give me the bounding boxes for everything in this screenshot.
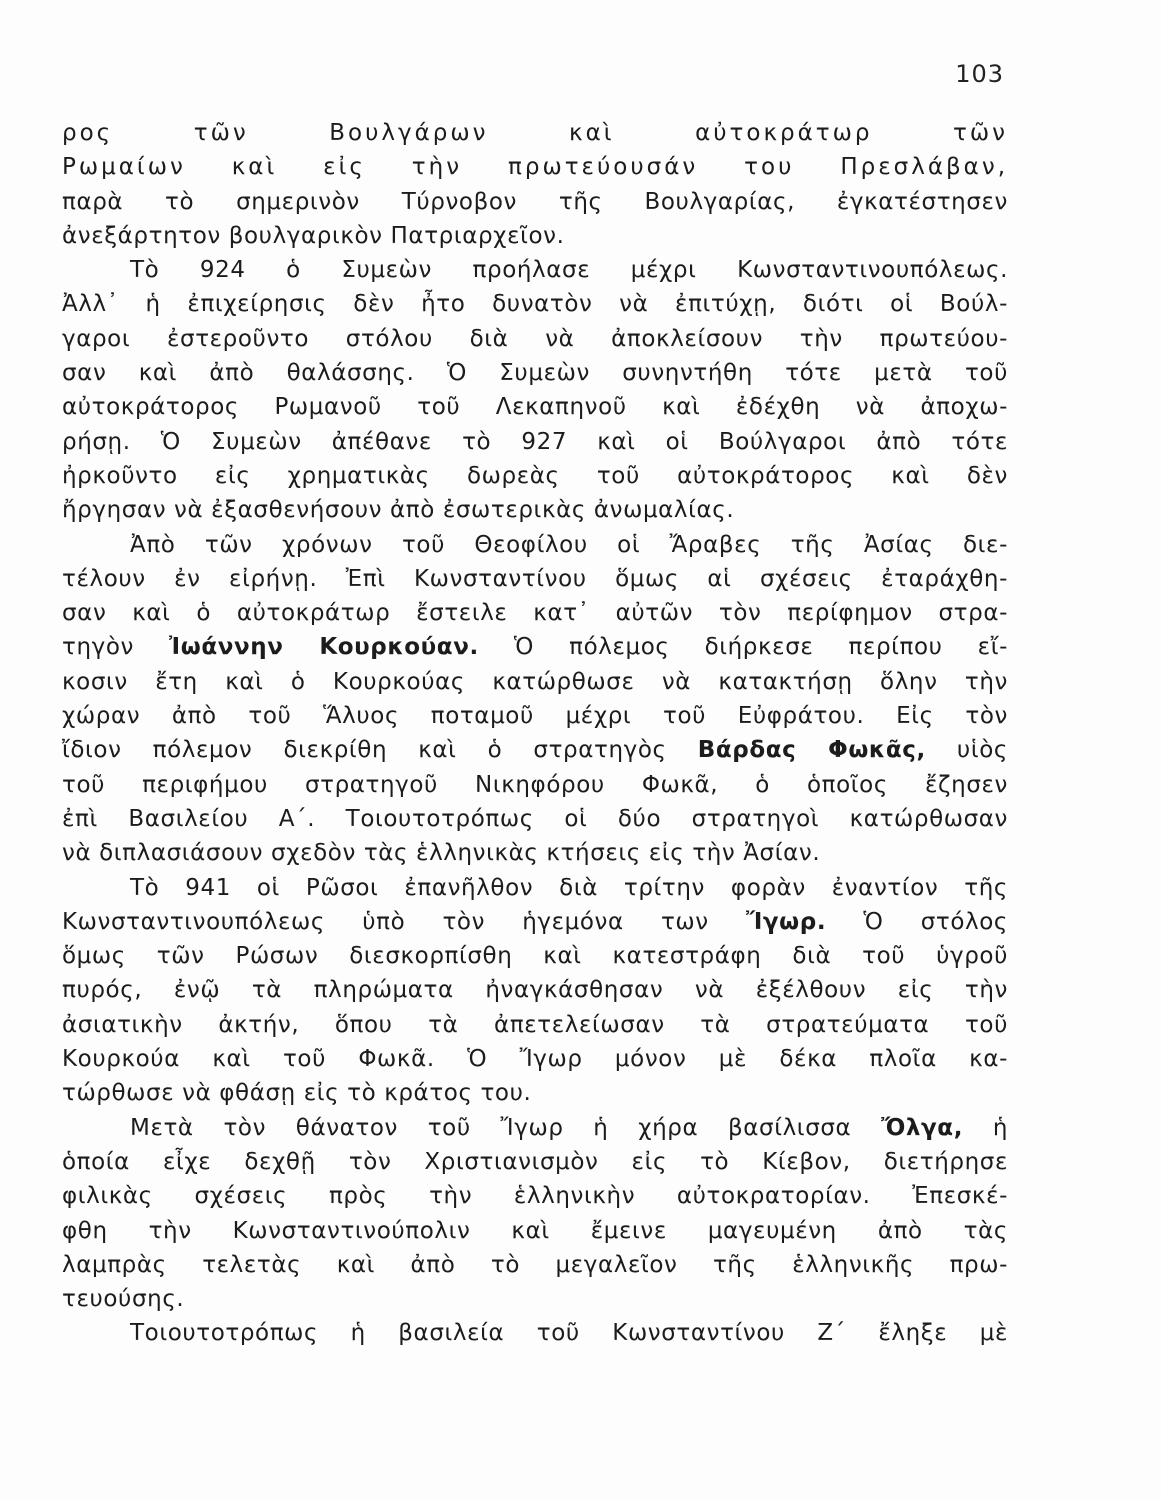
text-line: Τὸ 941 οἱ Ρῶσοι ἐπανῆλθον διὰ τρίτην φορὰν ἐναντίον τῆς xyxy=(130,874,1008,901)
text-line: Τὸ 924 ὁ Συμεὼν προήλασε μέχρι Κωνσταντινουπόλεως. xyxy=(130,257,1008,284)
text-line: ἀσιατικὴν ἀκτήν, ὅπου τὰ ἀπετελείωσαν τὰ στρατεύματα τοῦ xyxy=(62,1011,1008,1038)
text-line: ρήσῃ. Ὁ Συμεὼν ἀπέθανε τὸ 927 καὶ οἱ Βούλγαροι ἀπὸ τότε xyxy=(62,428,1008,455)
text-line: ὅμως τῶν Ρώσων διεσκορπίσθη καὶ κατεστράφη διὰ τοῦ ὑγροῦ xyxy=(62,943,1008,970)
bold-name: Βάρδας Φωκᾶς, xyxy=(697,737,926,764)
text-line: Ρωμαίων καὶ εἰς τὴν πρωτεύουσάν του Πρεσλάβαν, xyxy=(62,154,1008,181)
text-line: Ἀπὸ τῶν χρόνων τοῦ Θεοφίλου οἱ Ἄραβες τῆς Ἀσίας διε- xyxy=(130,531,1008,558)
text-line: παρὰ τὸ σημερινὸν Τύρνοβον τῆς Βουλγαρίας, ἐγκατέστησεν xyxy=(62,188,1008,215)
bold-name: Ἴγωρ. xyxy=(745,908,827,935)
text-line: νὰ διπλασιάσουν σχεδὸν τὰς ἑλληνικὰς κτήσεις εἰς τὴν Ἀσίαν. xyxy=(62,840,821,867)
text-line: λαμπρὰς τελετὰς καὶ ἀπὸ τὸ μεγαλεῖον τῆς ἑλληνικῆς πρω- xyxy=(62,1251,1008,1278)
text-line: τέλουν ἐν εἰρήνῃ. Ἐπὶ Κωνσταντίνου ὅμως αἱ σχέσεις ἐταράχθη- xyxy=(62,565,1008,592)
text-line: σαν καὶ ὁ αὐτοκράτωρ ἔστειλε κατ᾿ αὐτῶν τὸν περίφημον στρα- xyxy=(62,600,1008,627)
bold-name: Ὄλγα, xyxy=(881,1114,964,1141)
text-line: ἤργησαν νὰ ἐξασθενήσουν ἀπὸ ἐσωτερικὰς ἀνωμαλίας. xyxy=(62,497,735,524)
text-line: Ἀλλ᾿ ἡ ἐπιχείρησις δὲν ἦτο δυνατὸν νὰ ἐπιτύχῃ, διότι οἱ Βούλ- xyxy=(62,291,1008,318)
text-line: ἠρκοῦντο εἰς χρηματικὰς δωρεὰς τοῦ αὐτοκράτορος καὶ δὲν xyxy=(62,462,1008,489)
text-line: γαροι ἐστεροῦντο στόλου διὰ νὰ ἀποκλείσουν τὴν πρωτεύου- xyxy=(62,325,1008,352)
text-line: πυρός, ἐνῷ τὰ πληρώματα ἠναγκάσθησαν νὰ ἐξέλθουν εἰς τὴν xyxy=(62,977,1008,1004)
bold-name: Ἰωάννην Κουρκούαν. xyxy=(169,634,479,661)
text-line: Τοιουτοτρόπως ἡ βασιλεία τοῦ Κωνσταντίνου Ζ΄ ἔληξε μὲ xyxy=(130,1320,1008,1347)
text-line: Κωνσταντινουπόλεως ὑπὸ τὸν ἡγεμόνα των Ἴγωρ. Ὁ στόλος xyxy=(62,908,1008,935)
text-line: ἴδιον πόλεμον διεκρίθη καὶ ὁ στρατηγὸς Βάρδας Φωκᾶς, υἱὸς xyxy=(62,737,1008,764)
text-line: Κουρκούα καὶ τοῦ Φωκᾶ. Ὁ Ἴγωρ μόνον μὲ δέκα πλοῖα κα- xyxy=(62,1046,1008,1073)
text-line: τηγὸν Ἰωάννην Κουρκούαν. Ὁ πόλεμος διήρκεσε περίπου εἴ- xyxy=(62,634,1008,661)
text-line: τώρθωσε νὰ φθάσῃ εἰς τὸ κράτος του. xyxy=(62,1080,532,1107)
body-text xyxy=(62,116,1008,1351)
text-line: φιλικὰς σχέσεις πρὸς τὴν ἑλληνικὴν αὐτοκρατορίαν. Ἐπεσκέ- xyxy=(62,1183,1008,1210)
text-line: σαν καὶ ἀπὸ θαλάσσης. Ὁ Συμεὼν συνηντήθη τότε μετὰ τοῦ xyxy=(62,360,1008,387)
text-line: ἀνεξάρτητον βουλγαρικὸν Πατριαρχεῖον. xyxy=(62,222,565,249)
text-line: Μετὰ τὸν θάνατον τοῦ Ἴγωρ ἡ χήρα βασίλισσα Ὄλγα, ἡ xyxy=(130,1114,1008,1141)
text-line: τευούσης. xyxy=(62,1286,185,1313)
text-line: ρος τῶν Βουλγάρων καὶ αὐτοκράτωρ τῶν xyxy=(62,120,1008,146)
text-line: ὁποία εἶχε δεχθῇ τὸν Χριστιανισμὸν εἰς τὸ Κίεβον, διετήρησε xyxy=(62,1148,1008,1175)
text-line: αὐτοκράτορος Ρωμανοῦ τοῦ Λεκαπηνοῦ καὶ ἐδέχθη νὰ ἀποχω- xyxy=(62,394,1008,421)
page-number: 103 xyxy=(955,60,1004,88)
text-line: κοσιν ἔτη καὶ ὁ Κουρκούας κατώρθωσε νὰ κατακτήσῃ ὅλην τὴν xyxy=(62,668,1008,695)
text-line: τοῦ περιφήμου στρατηγοῦ Νικηφόρου Φωκᾶ, ὁ ὁποῖος ἔζησεν xyxy=(62,771,1008,798)
text-line: ἐπὶ Βασιλείου Α΄. Τοιουτοτρόπως οἱ δύο στρατηγοὶ κατώρθωσαν xyxy=(62,805,1008,832)
text-line: φθη τὴν Κωνσταντινούπολιν καὶ ἔμεινε μαγευμένη ἀπὸ τὰς xyxy=(62,1217,1008,1244)
text-line: χώραν ἀπὸ τοῦ Ἅλυος ποταμοῦ μέχρι τοῦ Εὐφράτου. Εἰς τὸν xyxy=(62,703,1008,730)
